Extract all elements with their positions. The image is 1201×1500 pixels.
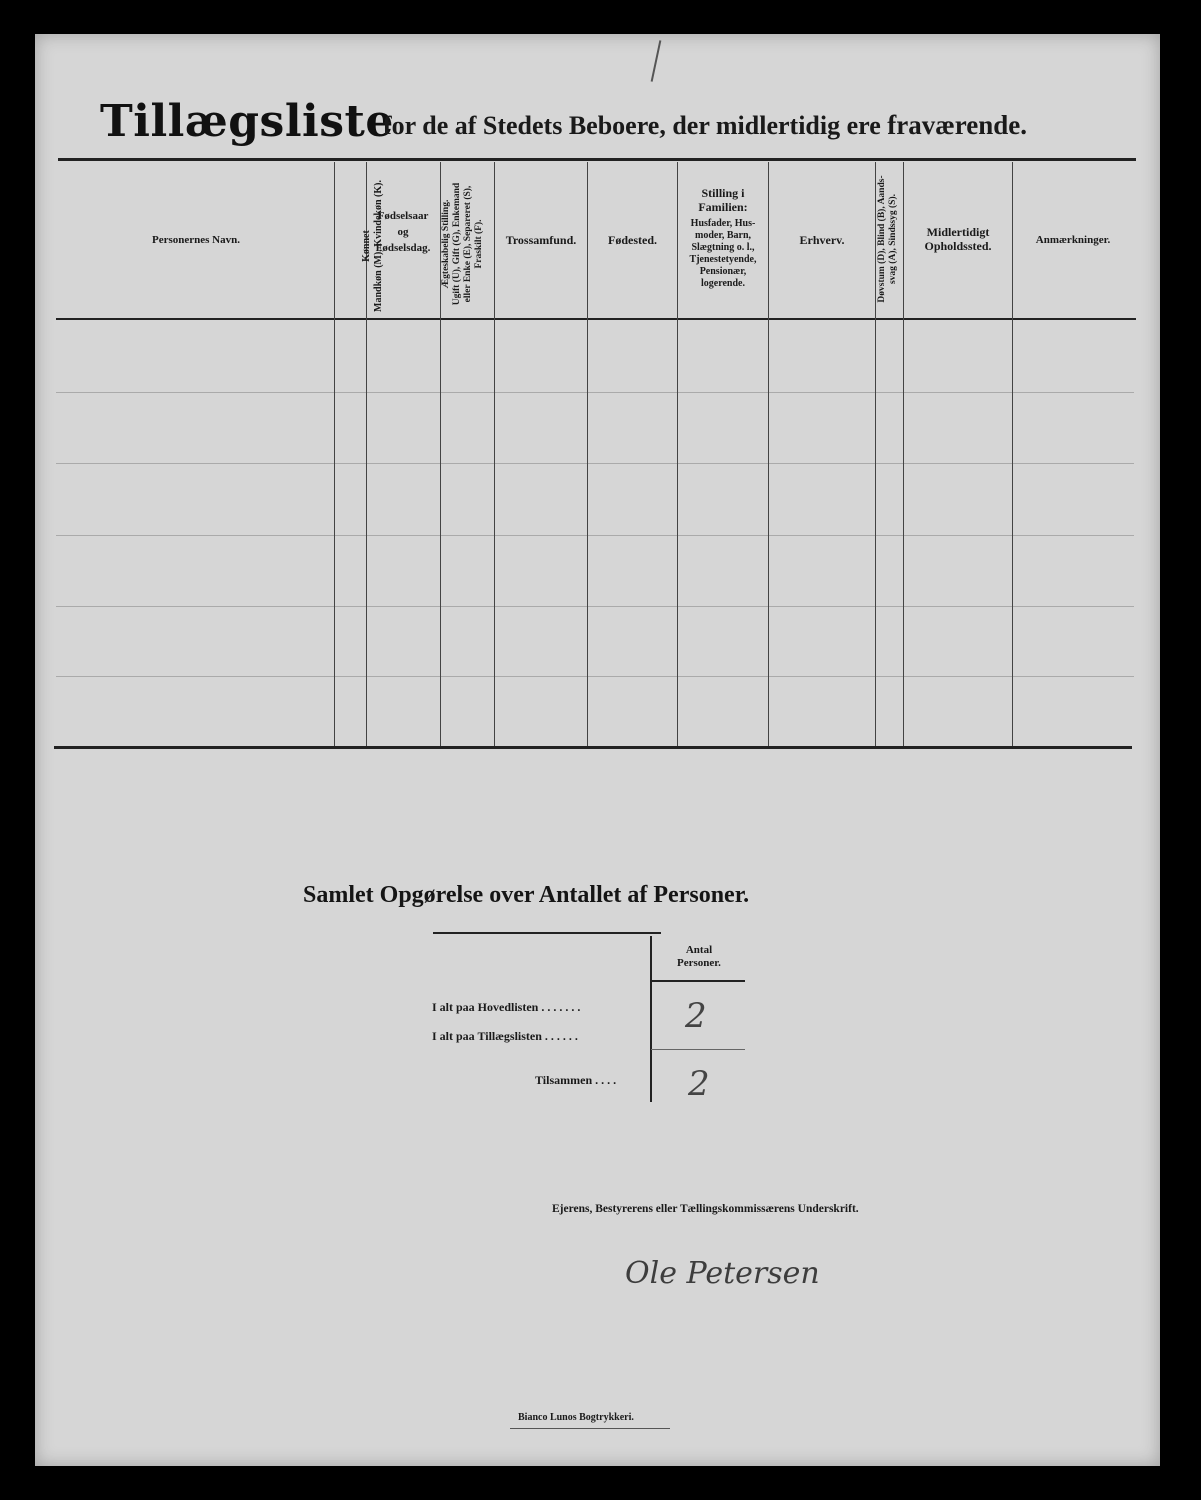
summary-title: Samlet Opgørelse over Antallet af Personer. [303, 882, 750, 908]
col-header-birth-line: Fødselsaar [377, 210, 429, 222]
col-header-occupation: Erhverv. [799, 233, 845, 247]
summary-count-header-line: Personer. [677, 957, 721, 970]
col-header-sex-line: Mandkøn (M), Kvindekøn (K). [372, 180, 384, 312]
column-divider [494, 162, 495, 746]
col-header-remarks: Anmærkninger. [1035, 234, 1111, 246]
col-header-family-line: Husfader, Hus- [690, 217, 756, 229]
col-header-family-line: logerende. [701, 277, 745, 289]
col-header-family-line: moder, Barn, [694, 229, 752, 241]
col-header-family-line: Tjenestetyende, [689, 253, 757, 265]
col-header-family-line: Slægtning o. l., [691, 241, 755, 253]
table-row [56, 463, 1134, 464]
table-row [56, 535, 1134, 536]
summary-count-header [654, 944, 744, 970]
col-header-birth-line: og [397, 226, 409, 239]
column-divider [875, 162, 876, 746]
col-header-temporary-residence [904, 225, 1012, 254]
summary-label-main-list: I alt paa Hovedlisten . . . . . . . [432, 1000, 581, 1014]
signature-caption: Ejerens, Bestyrerens eller Tællingskommissærens Underskrift. [552, 1203, 859, 1215]
col-header-birth-line: Fødselsdag. [375, 242, 431, 255]
col-header-marital [441, 169, 493, 319]
table-top-rule [58, 158, 1136, 161]
summary-label-supplement-list: I alt paa Tillægslisten . . . . . . [432, 1029, 578, 1043]
col-header-residence-line: Midlertidigt [926, 225, 990, 239]
summary-count-rule [651, 980, 745, 982]
col-header-family-line: Stilling i [701, 186, 745, 200]
table-row [56, 606, 1134, 607]
printer-underline [510, 1428, 670, 1429]
col-header-religion: Trossamfund. [505, 233, 577, 247]
summary-subtotal-rule [651, 1049, 745, 1050]
col-header-marital-line: Ugift (U), Gift (G), Enkemand [451, 182, 462, 306]
col-header-birthplace: Fødested. [608, 233, 657, 247]
col-header-birth [367, 210, 439, 256]
column-divider [587, 162, 588, 746]
col-header-family-line: Familien: [698, 200, 748, 215]
col-header-disability [877, 164, 903, 314]
col-header-disability-line: svag (A), Sindssyg (S). [887, 194, 898, 285]
column-divider [1012, 162, 1013, 746]
col-header-marital-line: eller Enke (E), Separeret (S), [462, 185, 473, 303]
col-header-residence-line: Opholdssted. [924, 239, 992, 254]
summary-label-total: Tilsammen . . . . [535, 1073, 617, 1087]
col-header-marital-line: Fraskilt (F). [473, 219, 484, 269]
form-title: Tillægsliste [100, 96, 394, 147]
col-header-sex-line: Kønnet [361, 230, 372, 262]
col-header-name: Personernes Navn. [152, 234, 240, 246]
column-divider [334, 162, 335, 746]
signature: Ole Petersen [625, 1256, 820, 1291]
table-header-rule [56, 318, 1136, 320]
summary-vertical-rule [650, 936, 652, 1102]
table-bottom-rule [54, 746, 1132, 749]
column-divider [768, 162, 769, 746]
form-subtitle-emphasis: fraværende. [887, 110, 1027, 140]
form-subtitle [383, 110, 1027, 141]
col-header-marital-line: Ægteskabelig Stilling. [441, 199, 451, 289]
summary-value-main-list: 2 [685, 996, 707, 1036]
col-header-disability-line: Døvstum (D), Blind (B), Aands- [877, 175, 887, 303]
form-subtitle-text: for de af Stedets Beboere, der midlertidig ere [383, 111, 881, 140]
printer-imprint: Bianco Lunos Bogtrykkeri. [518, 1412, 634, 1423]
col-header-family-position [678, 186, 768, 290]
summary-value-total: 2 [688, 1064, 710, 1104]
table-row [56, 392, 1134, 393]
col-header-family-line: Pensionær, [699, 265, 747, 277]
table-row [56, 676, 1134, 677]
summary-top-rule [433, 932, 661, 934]
summary-count-header-line: Antal [685, 944, 713, 956]
